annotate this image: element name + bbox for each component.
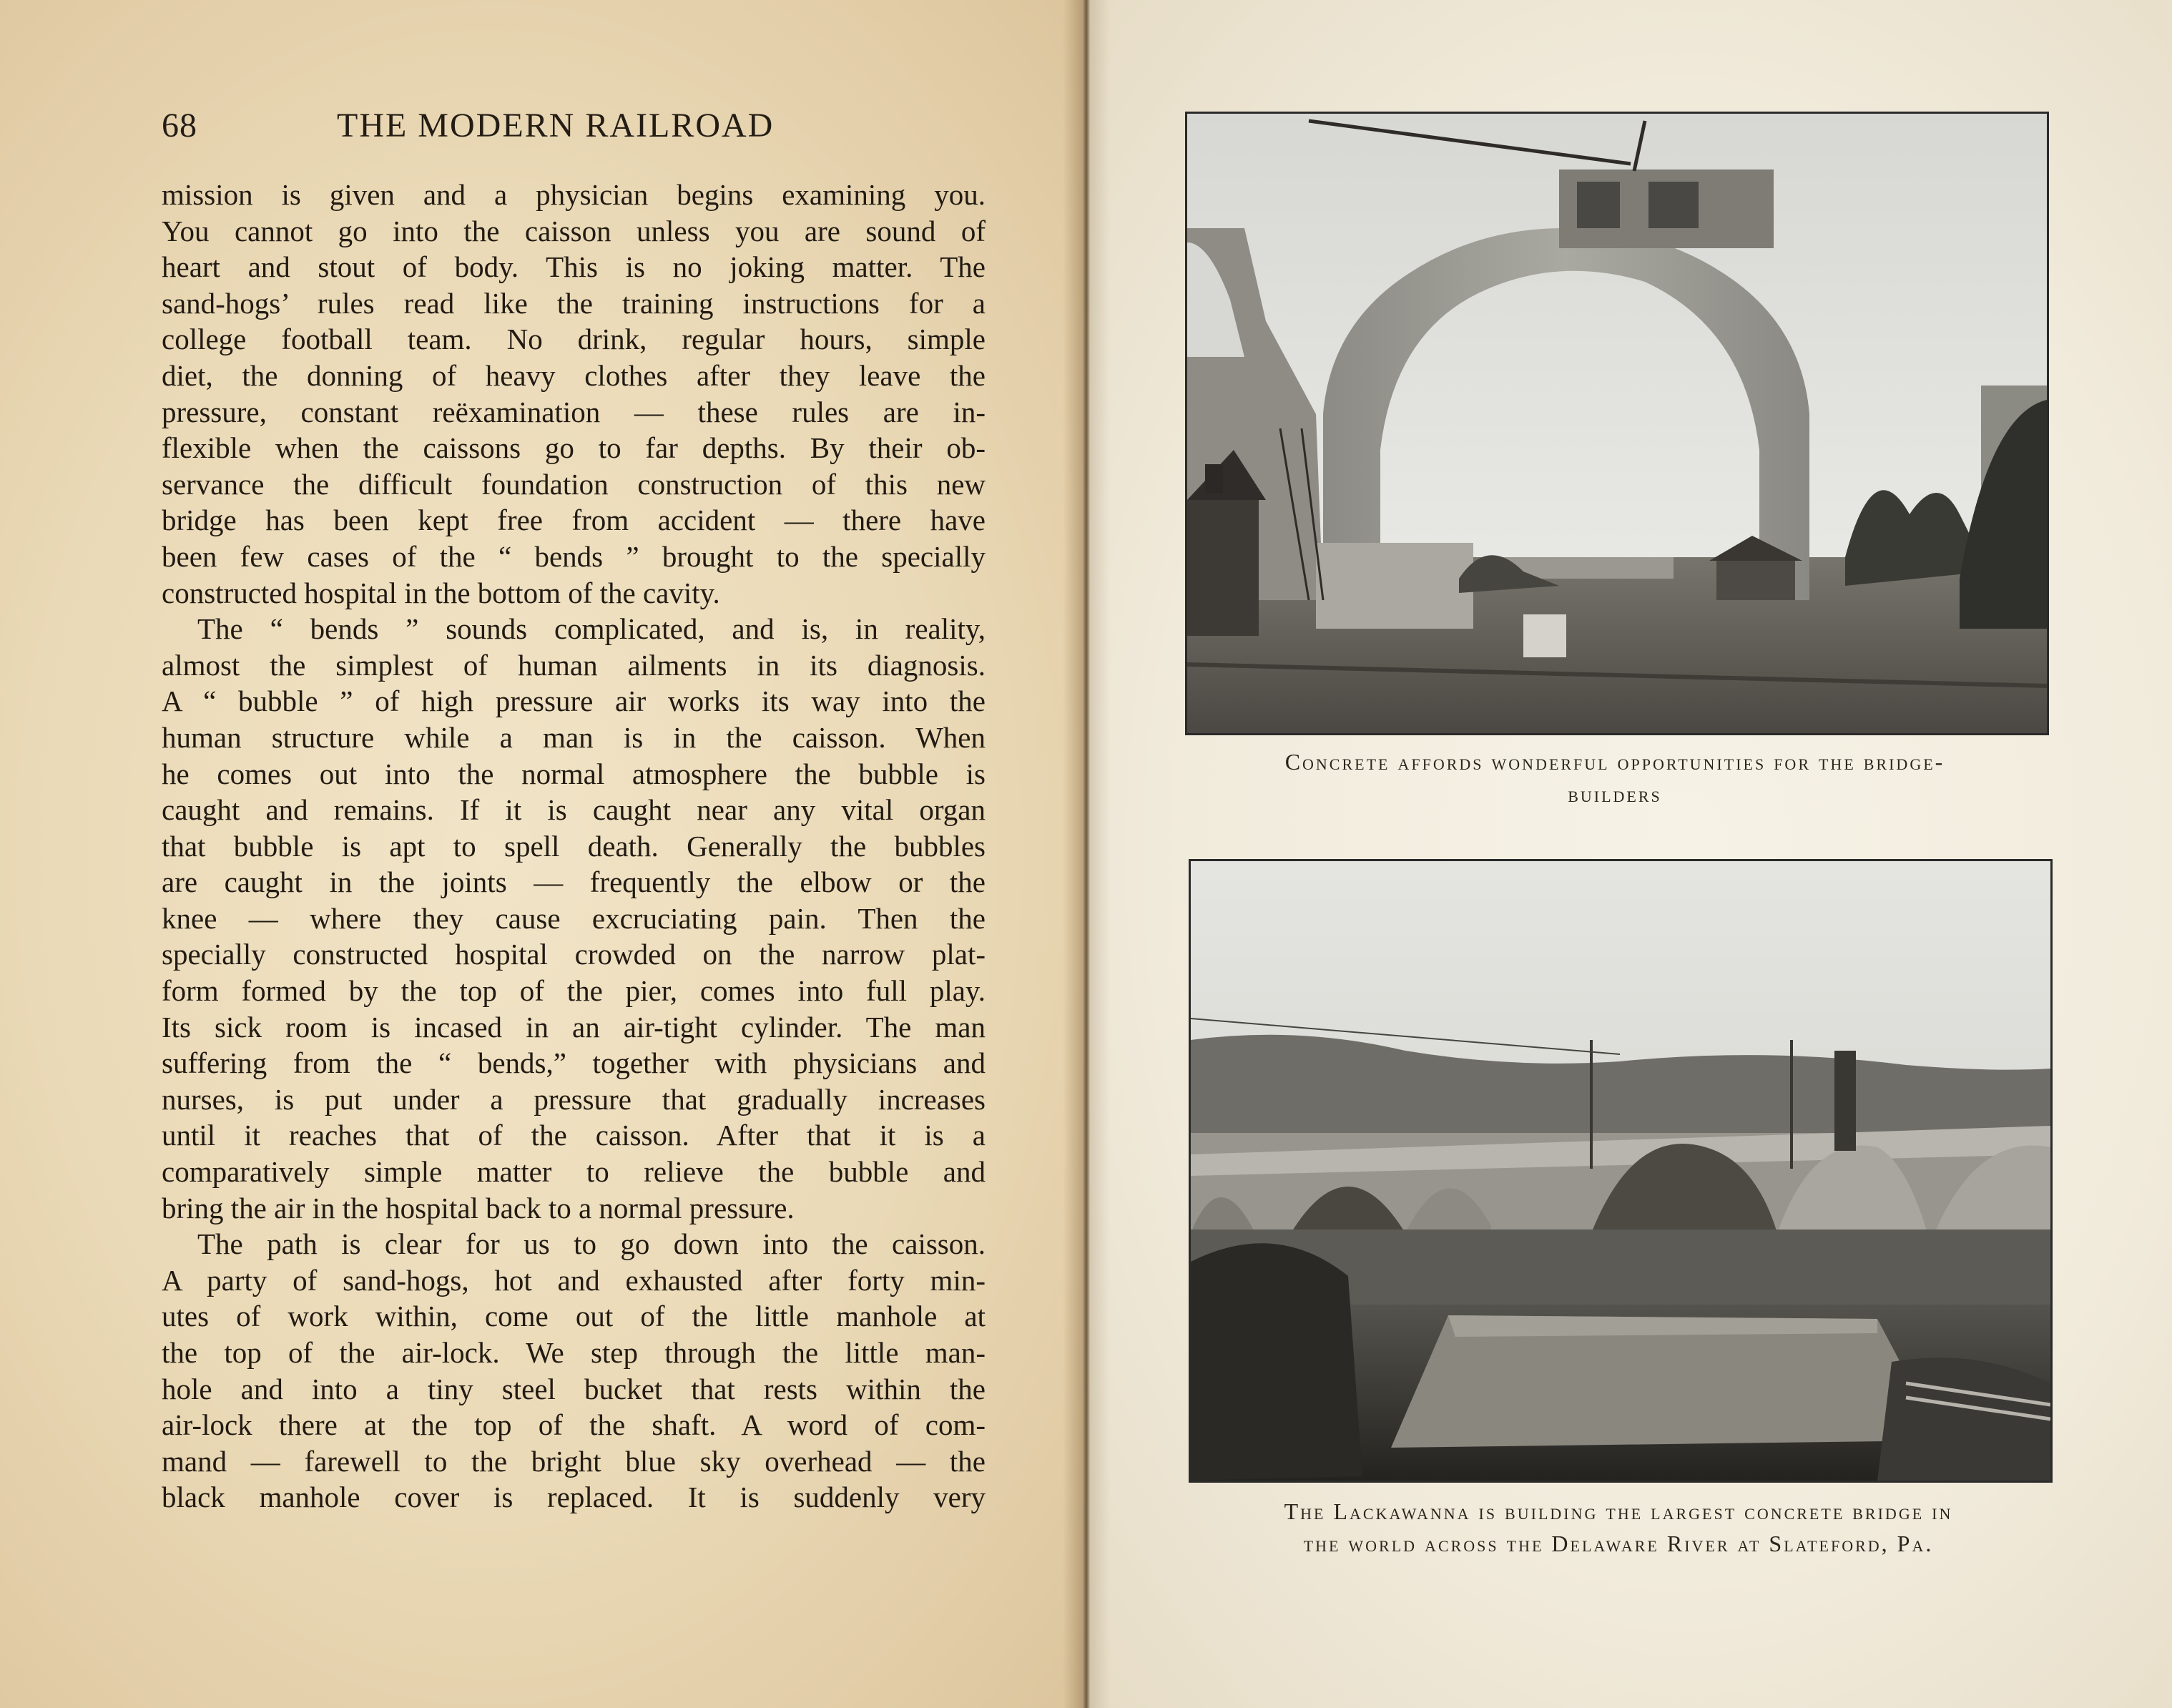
text-line: black manhole cover is replaced. It is suddenly very xyxy=(162,1481,986,1514)
text-line: bridge has been kept free from accident — there have xyxy=(162,504,986,537)
text-line: nurses, is put under a pressure that gradually increases xyxy=(162,1082,986,1116)
text-line: knee — where they cause excruciating pain. Then the xyxy=(162,901,986,935)
text-line: hole and into a tiny steel bucket that rests within the xyxy=(162,1372,986,1405)
text-line: the top of the air-lock. We step through the little man- xyxy=(162,1336,986,1369)
text-line: been few cases of the “ bends ” brought to the specially xyxy=(162,539,986,573)
text-line: servance the difficult foundation construction of this new xyxy=(162,467,986,501)
page-number: 68 xyxy=(162,107,197,144)
text-line: specially constructed hospital crowded on the narrow plat- xyxy=(162,938,986,971)
text-line: sand-hogs’ rules read like the training instructions for a xyxy=(162,286,986,320)
text-line: that bubble is apt to spell death. Generally the bubbles xyxy=(162,829,986,863)
text-line: constructed hospital in the bottom of the cavity. xyxy=(162,576,720,609)
text-line: utes of work within, come out of the little manhole at xyxy=(162,1300,986,1333)
text-line: diet, the donning of heavy clothes after they leave the xyxy=(162,358,986,392)
photo-delaware-bridge xyxy=(1189,859,2053,1483)
right-page xyxy=(1089,0,2172,1708)
running-head xyxy=(162,106,984,149)
text-line: A “ bubble ” of high pressure air works its way into the xyxy=(162,684,986,718)
text-line: until it reaches that of the caisson. After that it is a xyxy=(162,1119,986,1152)
text-line: caught and remains. If it is caught near any vital organ xyxy=(162,793,986,827)
caption-plate-2 xyxy=(1189,1496,2048,1560)
running-title: THE MODERN RAILROAD xyxy=(337,107,775,144)
text-line: pressure, constant reëxamination — these rules are in- xyxy=(162,395,986,428)
caption-line: builders xyxy=(1568,781,1662,807)
text-line: college football team. No drink, regular hours, simple xyxy=(162,323,986,356)
left-page xyxy=(0,0,1084,1708)
text-line: are caught in the joints — frequently the elbow or the xyxy=(162,865,986,899)
caption-line: Concrete affords wonderful opportunities for the bridge- xyxy=(1284,749,1945,775)
text-line: The path is clear for us to go down into the caisson. xyxy=(197,1227,986,1261)
text-line: A party of sand-hogs, hot and exhausted after forty min- xyxy=(162,1263,986,1297)
text-line: Its sick room is incased in an air-tight cylinder. The man xyxy=(162,1010,986,1044)
text-line: he comes out into the normal atmosphere the bubble is xyxy=(162,757,986,790)
text-line: flexible when the caissons go to far depths. By their ob- xyxy=(162,431,986,465)
photo-concrete-arch xyxy=(1185,112,2049,735)
text-line: bring the air in the hospital back to a normal pressure. xyxy=(162,1191,795,1224)
text-line: You cannot go into the caisson unless you are sound of xyxy=(162,214,986,247)
river-bridge-photo xyxy=(1191,861,2050,1481)
text-line: mand — farewell to the bright blue sky overhead — the xyxy=(162,1444,986,1478)
text-line: heart and stout of body. This is no joking matter. The xyxy=(162,250,986,284)
caption-line: The Lackawanna is building the largest concrete bridge in xyxy=(1284,1498,1953,1524)
text-line: comparatively simple matter to relieve the bubble and xyxy=(162,1155,986,1189)
text-line: suffering from the “ bends,” together with physicians and xyxy=(162,1046,986,1080)
text-line: almost the simplest of human ailments in its diagnosis. xyxy=(162,648,986,682)
text-line: The “ bends ” sounds complicated, and is, in reality, xyxy=(197,612,986,646)
text-line: human structure while a man is in the caisson. When xyxy=(162,720,986,754)
book-gutter xyxy=(1063,0,1110,1708)
text-line: mission is given and a physician begins examining you. xyxy=(162,178,986,211)
caption-line: the world across the Delaware River at Slateford, Pa. xyxy=(1303,1531,1934,1556)
caption-plate-1 xyxy=(1185,746,2045,810)
text-line: air-lock there at the top of the shaft. A word of com- xyxy=(162,1408,986,1442)
text-line: form formed by the top of the pier, comes into full play. xyxy=(162,974,986,1008)
body-text xyxy=(162,177,986,1516)
arch-bridge-photo xyxy=(1187,114,2047,733)
